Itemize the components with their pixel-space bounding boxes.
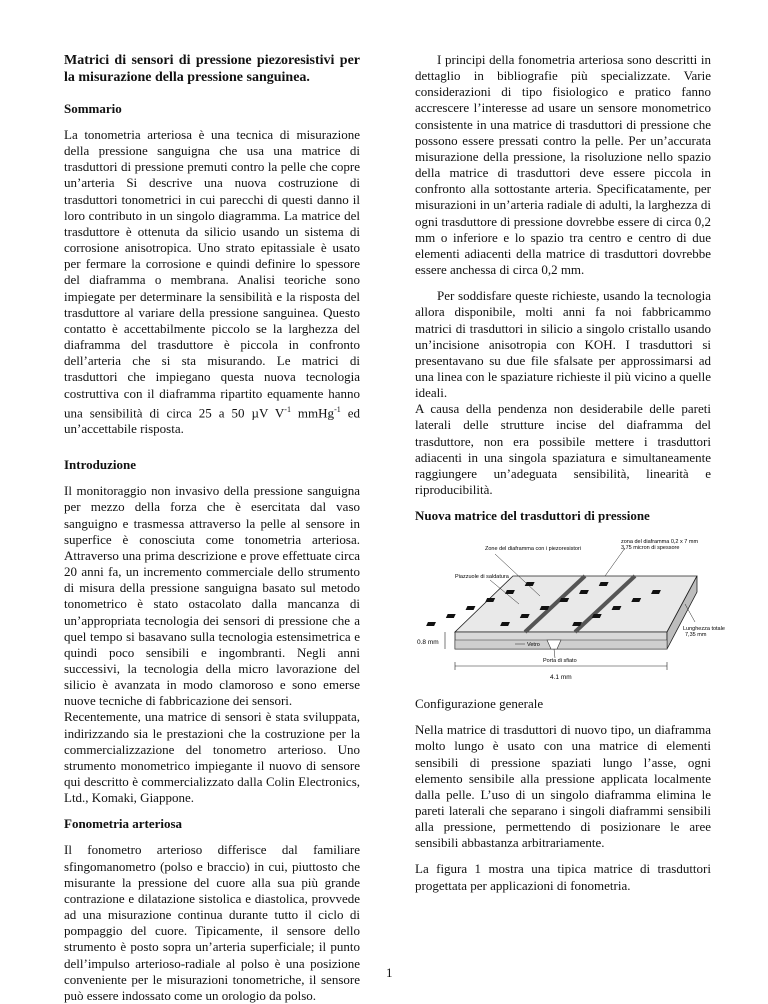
left-column (64, 52, 360, 1004)
abstract-tail: ed un’accettabile risposta. (64, 404, 360, 437)
unit-mmhg: mmHg (290, 404, 335, 420)
label-glass: Vetro (527, 642, 540, 649)
abstract-text (64, 127, 360, 437)
fono-paragraph-3: Per soddisfare queste richieste, usando la tecnologia allora disponibile, molti anni fa noi fabbricammo matrici di trasduttori in silicio a singolo cristallo usando un’incisione anisotropia con KOH. I trasduttori si presentavano su due file sfalsate per approssimarsi ad una linea con le spaziature richieste il più vicino a quelle ideali. (415, 288, 711, 401)
unit-exp-1: -1 (284, 404, 291, 414)
intro-paragraph-2: Recentemente, una matrice di sensori è stata sviluppata, indirizzando sia le prestazioni che la costruzione per la commercializzazione del tonometro arterioso. Uno strumento monometrico impiegante il nuovo di sensore qui descritto è commercializzato dalla Colin Electronics, Ltd., Komaki, Giappone. (64, 709, 360, 806)
abstract-heading: Sommario (64, 101, 122, 116)
paper-title: Matrici di sensori di pressione piezoresistivi per la misurazione della pressione sanguinea. (64, 53, 360, 85)
transducer-array-figure (415, 534, 725, 684)
label-length-value: 7,35 mm (685, 632, 707, 639)
label-pads: Piazzuole di saldatura (455, 574, 509, 581)
page-number: 1 (386, 965, 393, 980)
label-height: 0.8 mm (417, 639, 439, 647)
config-paragraph-2: La figura 1 mostra una tipica matrice di trasduttori progettata per applicazioni di fonometria. (415, 861, 711, 893)
fono-heading: Fonometria arteriosa (64, 816, 183, 832)
fono-paragraph-4: A causa della pendenza non desiderabile delle pareti laterali delle strutture incise del diaframma del trasduttore, non era possibile mettere i trasduttori adiacenti in una singola spaziatura e simultaneamente raggiungere un’adeguata sensibilità, linearità e riproducibilità. (415, 401, 711, 498)
config-heading: Configurazione generale (415, 696, 544, 712)
fono-paragraph-2: I principi della fonometria arteriosa sono descritti in dettaglio in bibliografie più specializzate. Varie considerazioni di tipo fisiologico e pratico fanno accrescere l’interesse ad usare un sensore monometrico consistente in una matrice di trasduttori di pressione che possono essere pressati contro la pelle. Per un’accurata misurazione della pressione, la risoluzione nello spazio della matrice di trasduttori deve essere piccola in confronto alla sottostante arteria. Specificatamente, per misurazioni in un’arteria radiale di adulti, la larghezza di ogni trasduttore di pressione dovrebbe essere di circa 0,2 mm o inferiore e lo spazio tra centro e centro di due elementi adiacenti della matrice di trasduttori dovrebbe essere anchessa di circa 0,2 mm. (415, 52, 711, 278)
label-port: Porta di sfiato (543, 658, 577, 665)
new-matrix-heading: Nuova matrice del trasduttori di pressione (415, 508, 650, 524)
unit-exp-2: -1 (334, 404, 341, 414)
intro-heading: Introduzione (64, 457, 136, 473)
fono-paragraph-1: Il fonometro arterioso differisce dal familiare sfingomanometro (polso e braccio) in cui, piuttosto che misurante la pressione del cuore alla sua più grande contrazione e dilatazione sistolica e diastolica, provvede ad una misurazione continua durante tutto il ciclo di pompaggio del cuore. Tipicamente, il sensore dello strumento è posto sopra un’arteria superficiale; il punto dell’impulso arterioso-radiale al polso è una posizione conveniente per le misurazioni tonometriche, il sensore può essere indossato come un orologio da polso. (64, 842, 360, 1003)
label-zone-thickness: 3,75 micron di spessore (621, 545, 680, 552)
glass-layer (455, 640, 667, 649)
intro-paragraph-1: Il monitoraggio non invasivo della pressione sanguigna per mezzo della forza che è esercitata dal vaso sanguigno e trasmessa attraverso la pelle al sensore in superfice è conosciuta come tonometria arteriosa. Attraverso una prima descrizione e prove effettuate circa 20 anni fa, un incremento commerciale dello strumento di misura della pressione sanguigna basato sul metodo tonometrico è stato ostacolato dalla mancanza di un’appropriata tecnologia dei sensori di pressione che a quel tempo si basavano sulla tecnologia estensimetrica e quindi poco sensibili e ingombranti. Negli anni successivi, la tecnologia della micro lavorazione del silicio è avanzata in modo clamoroso e sono emerse nuove tecniche di fabbricazione dei sensori. (64, 483, 360, 709)
unit-uv: µV V (251, 404, 285, 420)
transducer-diagram (415, 534, 725, 684)
right-column-content (415, 52, 725, 904)
abstract-body: La tonometria arteriosa è una tecnica di misurazione della pressione sanguigna che usa una matrice di trasduttori di pressione premuti contro la pelle che copre un’arteria Si descrive una nuova costruzione di trasduttori tonometrici in cui parecchi di questi danno il loro contributo in un singolo diagramma. La matrice del trasduttore è ottenuta da silicio usando un sistema di corrosione anisotropica. Uno strato epitassiale è usato per fermare la corrosione e quindi definire lo spessore del diaframma o membrana. Analisi teoriche sono impiegate per determinare la sensibilità e la risposta del trasduttore al variare della pressione sanguinea. Questo contatto è accettabilmente piccolo se la larghezza del diaframma del trasduttore è piccola in confronto dell’arteria che si sta misurando. Le matrici di trasduttori che impiegano questa nuova tecnologia costruttiva con il diaframma ripartito equamente hanno una sensibilità di circa 25 a 50 (64, 127, 360, 420)
label-width: 4.1 mm (550, 674, 572, 682)
label-zone: Zone del diaframma con i piezoresistori (485, 546, 581, 553)
config-paragraph-1: Nella matrice di trasduttori di nuovo tipo, un diaframma molto lungo è usato con una matrice di elementi sensibili di pressione spaziati lungo l’asse, ogni elemento sensibile alla pressione applicata localmente dalla pelle. L’uso di un singolo diaframma elimina le pareti laterali che separano i singoli diaframmi sensibili alla pressione, permettendo di posizionare le aree sensibili abbastanza arbitrariamente. (415, 722, 711, 851)
label-length: Lunghezza totale (683, 626, 725, 633)
label-zone-size: zona del diaframma 0,2 x 7 mm (621, 539, 699, 546)
